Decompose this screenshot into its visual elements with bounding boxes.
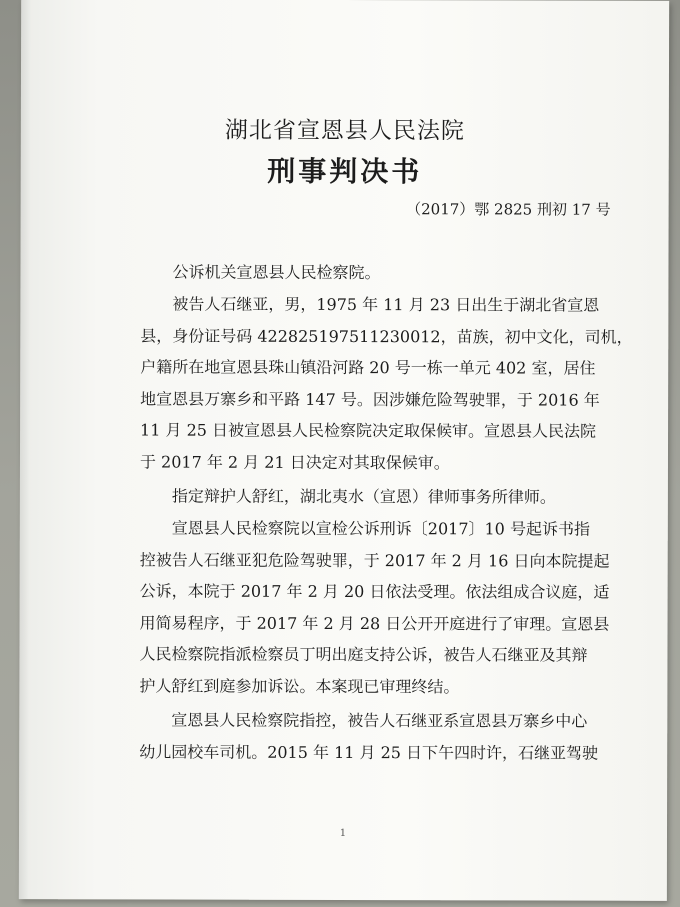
paragraph-defendant (140, 288, 633, 479)
document-title: 刑事判决书 (267, 154, 423, 189)
case-number: （2017）鄂 2825 刑初 17 号 (406, 200, 611, 219)
paragraph-procedure (139, 512, 609, 703)
paragraph-allegation (139, 704, 598, 768)
paragraph-line: 人民检察院指派检察员丁明出庭支持公诉，被告人石继亚及其辩 (139, 644, 588, 666)
page-number: 1 (339, 827, 347, 840)
paragraph-line: 用简易程序，于 2017 年 2 月 28 日公开开庭进行了审理。宣恩县 (139, 613, 610, 634)
paragraph-line: 户籍所在地宣恩县珠山镇沿河路 20 号一栋一单元 402 室，居住 (140, 357, 596, 378)
paragraph-line: 于 2017 年 2 月 21 日决定对其取保候审。 (139, 452, 450, 473)
paragraph-line: 宣恩县人民检察院以宣检公诉刑诉〔2017〕10 号起诉书指 (171, 518, 590, 539)
paragraph-line: 地宣恩县万寨乡和平路 147 号。因涉嫌危险驾驶罪，于 2016 年 (140, 389, 600, 410)
paragraph-line: 县，身份证号码 422825197511230012，苗族，初中文化，司机， (140, 326, 633, 347)
paragraph-line: 11 月 25 日被宣恩县人民检察院决定取保候审。宣恩县人民法院 (140, 420, 597, 442)
document-page (19, 0, 669, 901)
paragraph-line: 控被告人石继亚犯危险驾驶罪，于 2017 年 2 月 16 日向本院提起 (139, 550, 610, 571)
paragraph-line: 指定辩护人舒红，湖北夷水（宣恩）律师事务所律师。 (171, 486, 556, 507)
paragraph-prosecutor (140, 256, 380, 288)
court-name: 湖北省宣恩县人民法院 (224, 117, 465, 145)
paragraph-line: 护人舒红到庭参加诉讼。本案现已审理终结。 (139, 676, 460, 697)
paragraph-defense-counsel (140, 480, 556, 513)
paragraph-line: 被告人石继亚，男，1975 年 11 月 23 日出生于湖北省宣恩 (172, 294, 600, 315)
paragraph-line: 公诉，本院于 2017 年 2 月 20 日依法受理。依法组成合议庭，适 (139, 581, 610, 602)
paragraph-line: 公诉机关宣恩县人民检察院。 (172, 262, 381, 283)
paragraph-line: 幼儿园校车司机。2015 年 11 月 25 日下午四时许，石继亚驾驶 (139, 742, 599, 763)
paragraph-line: 宣恩县人民检察院指控，被告人石继亚系宣恩县万寨乡中心 (171, 710, 588, 731)
